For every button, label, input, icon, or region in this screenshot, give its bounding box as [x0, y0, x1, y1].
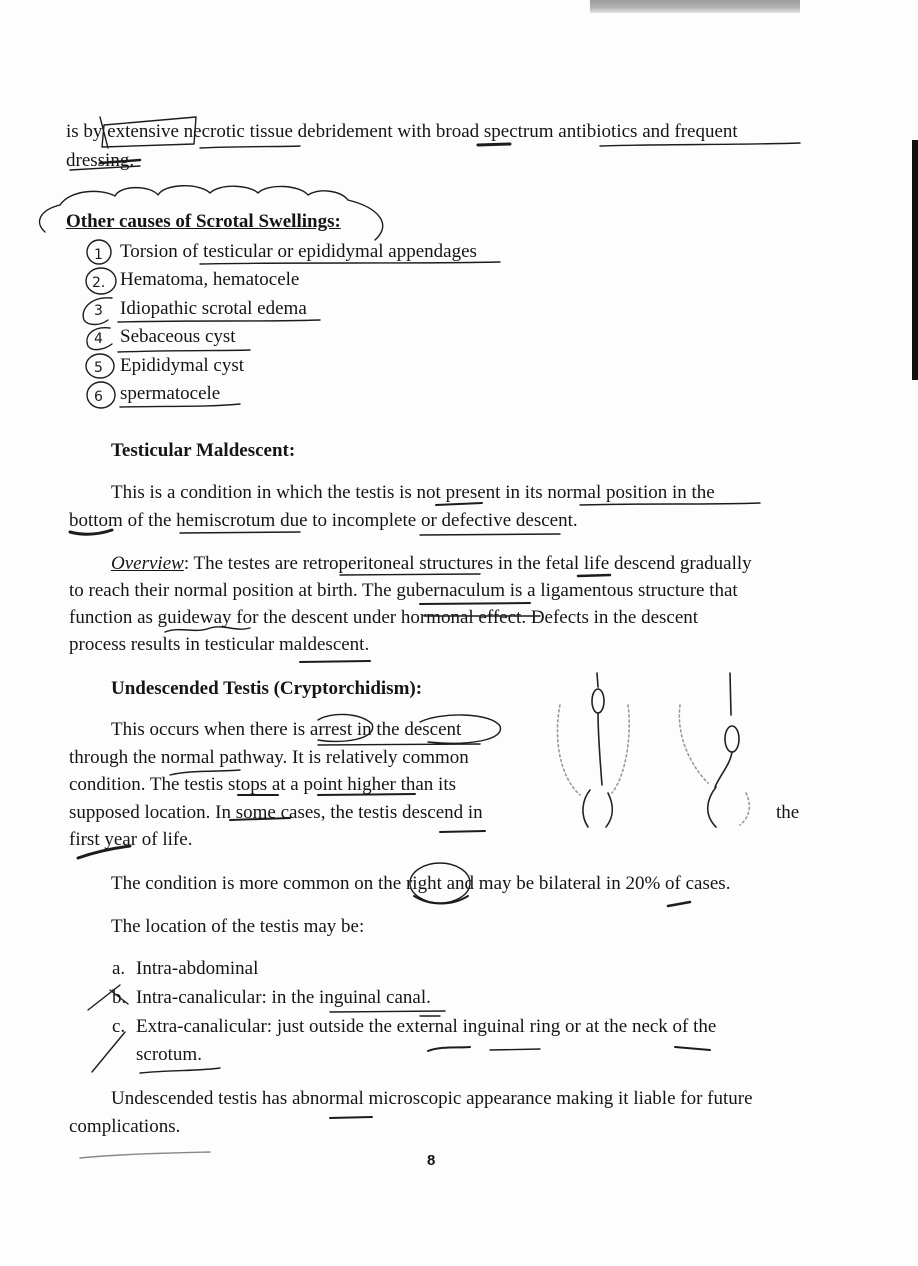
list-marker: c. [112, 1016, 126, 1037]
overview-label: Overview [111, 553, 184, 574]
undescended-para-line-1: This occurs when there is arrest in the descent [111, 719, 462, 740]
overview-line-3: function as guideway for the descent under hormonal effect. Defects in the descent [69, 607, 699, 628]
list-item-text: Intra-abdominal [136, 958, 259, 979]
figure-right-scrotum [708, 787, 716, 827]
marker-1: 1 [94, 247, 103, 263]
marker-circle-1 [87, 240, 111, 264]
final-line-1: Undescended testis has abnormal microscopic appearance making it liable for future [111, 1088, 753, 1109]
figure-right-testis [725, 726, 739, 752]
marker-4: 4 [94, 331, 103, 347]
undescended-para-line-5: first year of life. [69, 829, 193, 850]
testis-descent-figure [540, 665, 770, 865]
marker-circle-3 [83, 298, 112, 325]
list-item: spermatocele [120, 383, 221, 404]
list-item: Hematoma, hematocele [120, 269, 300, 290]
intro-line-1: is by extensive necrotic tissue debridement with broad spectrum antibiotics and frequent [66, 121, 738, 142]
list-marker: a. [112, 958, 126, 979]
undescended-para-line-4: supposed location. In some cases, the testis descend in [69, 802, 483, 823]
list-marker: b. [112, 987, 127, 1008]
list-item [112, 957, 258, 981]
marker-5: 5 [94, 360, 103, 376]
scan-artifact-top [590, 0, 800, 13]
list-item: Epididymal cyst [120, 355, 245, 376]
list-item-text: Intra-canalicular: in the inguinal canal. [136, 987, 431, 1008]
figure-left-scrotum-right [606, 793, 612, 827]
final-line-2: complications. [69, 1116, 181, 1137]
marker-2: 2. [92, 275, 106, 291]
page-number: 8 [427, 1152, 436, 1169]
list-item: Idiopathic scrotal edema [120, 298, 307, 319]
marker-6: 6 [94, 389, 103, 405]
undescended-para-line-3: condition. The testis stops at a point higher than its [69, 774, 456, 795]
list-item [112, 1015, 716, 1039]
marker-circle-5 [86, 354, 114, 378]
list-item: Sebaceous cyst [120, 326, 236, 347]
undescended-para-line-4-tail: the [776, 802, 800, 823]
maldescent-heading: Testicular Maldescent: [111, 440, 296, 461]
marker-circle-4 [87, 328, 112, 350]
maldescent-para-line-1: This is a condition in which the testis is not present in its normal position in the [111, 482, 715, 503]
undescended-heading: Undescended Testis (Cryptorchidism): [111, 678, 423, 699]
list-item-text: Extra-canalicular: just outside the external inguinal ring or at the neck of the [136, 1016, 717, 1037]
marker-3: 3 [94, 303, 103, 319]
condition-common-line: The condition is more common on the right and may be bilateral in 20% of cases. [111, 873, 731, 894]
overview-line-1 [111, 552, 752, 576]
undescended-para-line-2: through the normal pathway. It is relatively common [69, 747, 469, 768]
figure-left-scrotum-left [583, 790, 590, 827]
figure-left-testis [592, 689, 604, 713]
list-item: Torsion of testicular or epididymal appendages [120, 241, 477, 262]
intro-line-2: dressing. [66, 150, 135, 171]
marker-circle-2 [86, 268, 116, 294]
scan-artifact-right-edge [912, 140, 918, 380]
location-c-continuation: scrotum. [136, 1044, 202, 1065]
marker-circle-6 [87, 382, 115, 408]
overview-line-4: process results in testicular maldescent. [69, 634, 370, 655]
annotation-cloud [60, 186, 348, 205]
overview-line-2: to reach their normal position at birth. The gubernaculum is a ligamentous structure that [69, 580, 738, 601]
figure-left-cord [597, 673, 598, 687]
maldescent-para-line-2: bottom of the hemiscrotum due to incomplete or defective descent. [69, 510, 578, 531]
list-item [112, 986, 431, 1010]
overview-line-1-text: : The testes are retroperitoneal structures in the fetal life descend gradually [183, 553, 752, 574]
location-intro-line: The location of the testis may be: [111, 916, 365, 937]
figure-right-cord [730, 673, 731, 715]
other-causes-heading: Other causes of Scrotal Swellings: [66, 211, 341, 232]
